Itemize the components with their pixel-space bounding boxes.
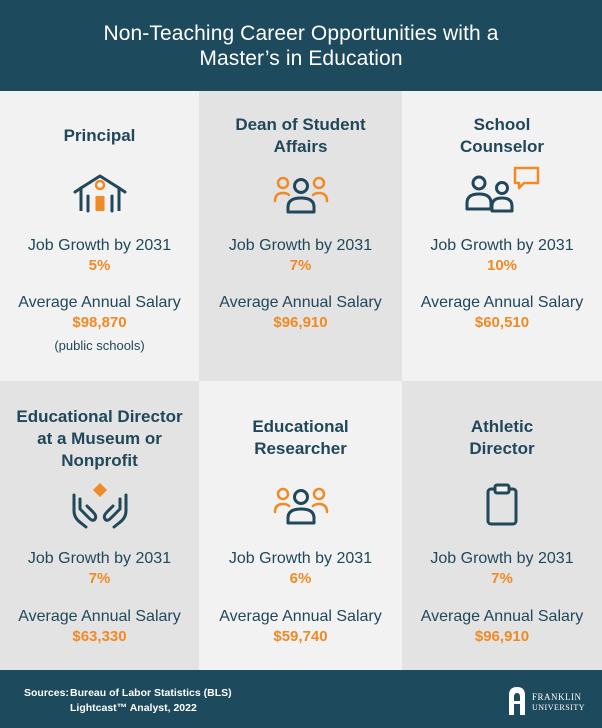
salary-value: $63,330 [72,628,127,645]
salary-label: Average Annual Salary [420,294,584,311]
salary-value: $59,740 [273,628,328,645]
salary-label: Average Annual Salary [219,294,382,311]
job-growth-label: Job Growth by 2031 [228,237,373,254]
sources-label: Sources: [24,687,69,699]
salary-value: $98,870 [72,314,127,331]
job-growth-label: Job Growth by 2031 [430,237,574,254]
career-title-line-2: Affairs [273,137,328,156]
career-title-line-2: Director [469,439,535,458]
career-title-line-2: at a Museum or [37,429,162,448]
group-people-icon [272,485,330,527]
page-title-line-1: Non-Teaching Career Opportunities with a [103,21,499,45]
career-title-line-2: Counselor [459,137,545,156]
job-growth-value: 7% [289,257,312,274]
salary-value: $60,510 [474,314,530,331]
source-bls: Bureau of Labor Statistics (BLS) [70,687,232,699]
career-title-line-1: Dean of Student [235,115,366,134]
job-growth-value: 10% [486,257,518,274]
salary-label: Average Annual Salary [219,608,382,625]
career-card-school-counselor [402,91,602,381]
career-title-line-3: Nonprofit [61,451,138,470]
job-growth-label: Job Growth by 2031 [27,550,172,567]
salary-label: Average Annual Salary [420,608,584,625]
career-title-line-1: Athletic [470,417,534,436]
page-title-line-2: Master’s in Education [199,46,403,70]
career-card-educational-director [0,381,199,670]
career-title-line-1: Educational [252,417,349,436]
group-people-icon [272,174,330,216]
source-lightcast: Lightcast™ Analyst, 2022 [70,702,197,714]
job-growth-value: 6% [289,570,312,587]
career-card-dean-of-student-affairs [199,91,402,381]
page-header [0,0,602,91]
career-card-athletic-director [402,381,602,670]
job-growth-value: 7% [491,570,513,587]
hands-diamond-icon [71,481,129,529]
job-growth-label: Job Growth by 2031 [228,550,373,567]
career-title: Principal [63,126,136,145]
job-growth-value: 7% [88,570,111,587]
salary-value: $96,910 [273,314,328,331]
job-growth-label: Job Growth by 2031 [27,237,172,254]
salary-label: Average Annual Salary [18,608,181,625]
page-footer [0,670,602,728]
salary-value: $96,910 [474,628,530,645]
logo-text-franklin: FRANKLIN [532,692,582,702]
logo-text-university: UNIVERSITY [532,703,585,712]
career-title-line-1: School [473,115,531,134]
career-card-principal [0,91,199,381]
franklin-university-logo [507,683,593,717]
job-growth-label: Job Growth by 2031 [430,550,574,567]
clipboard-icon [484,483,520,527]
school-building-icon [73,171,127,215]
career-title-line-1: Educational Director [16,407,183,426]
career-grid [0,91,602,670]
franklin-arch-icon [507,685,527,715]
salary-note: (public schools) [54,338,145,353]
salary-label: Average Annual Salary [18,294,181,311]
career-title-line-2: Researcher [254,439,347,458]
counseling-chat-icon [462,165,542,215]
career-card-educational-researcher [199,381,402,670]
job-growth-value: 5% [88,257,111,274]
